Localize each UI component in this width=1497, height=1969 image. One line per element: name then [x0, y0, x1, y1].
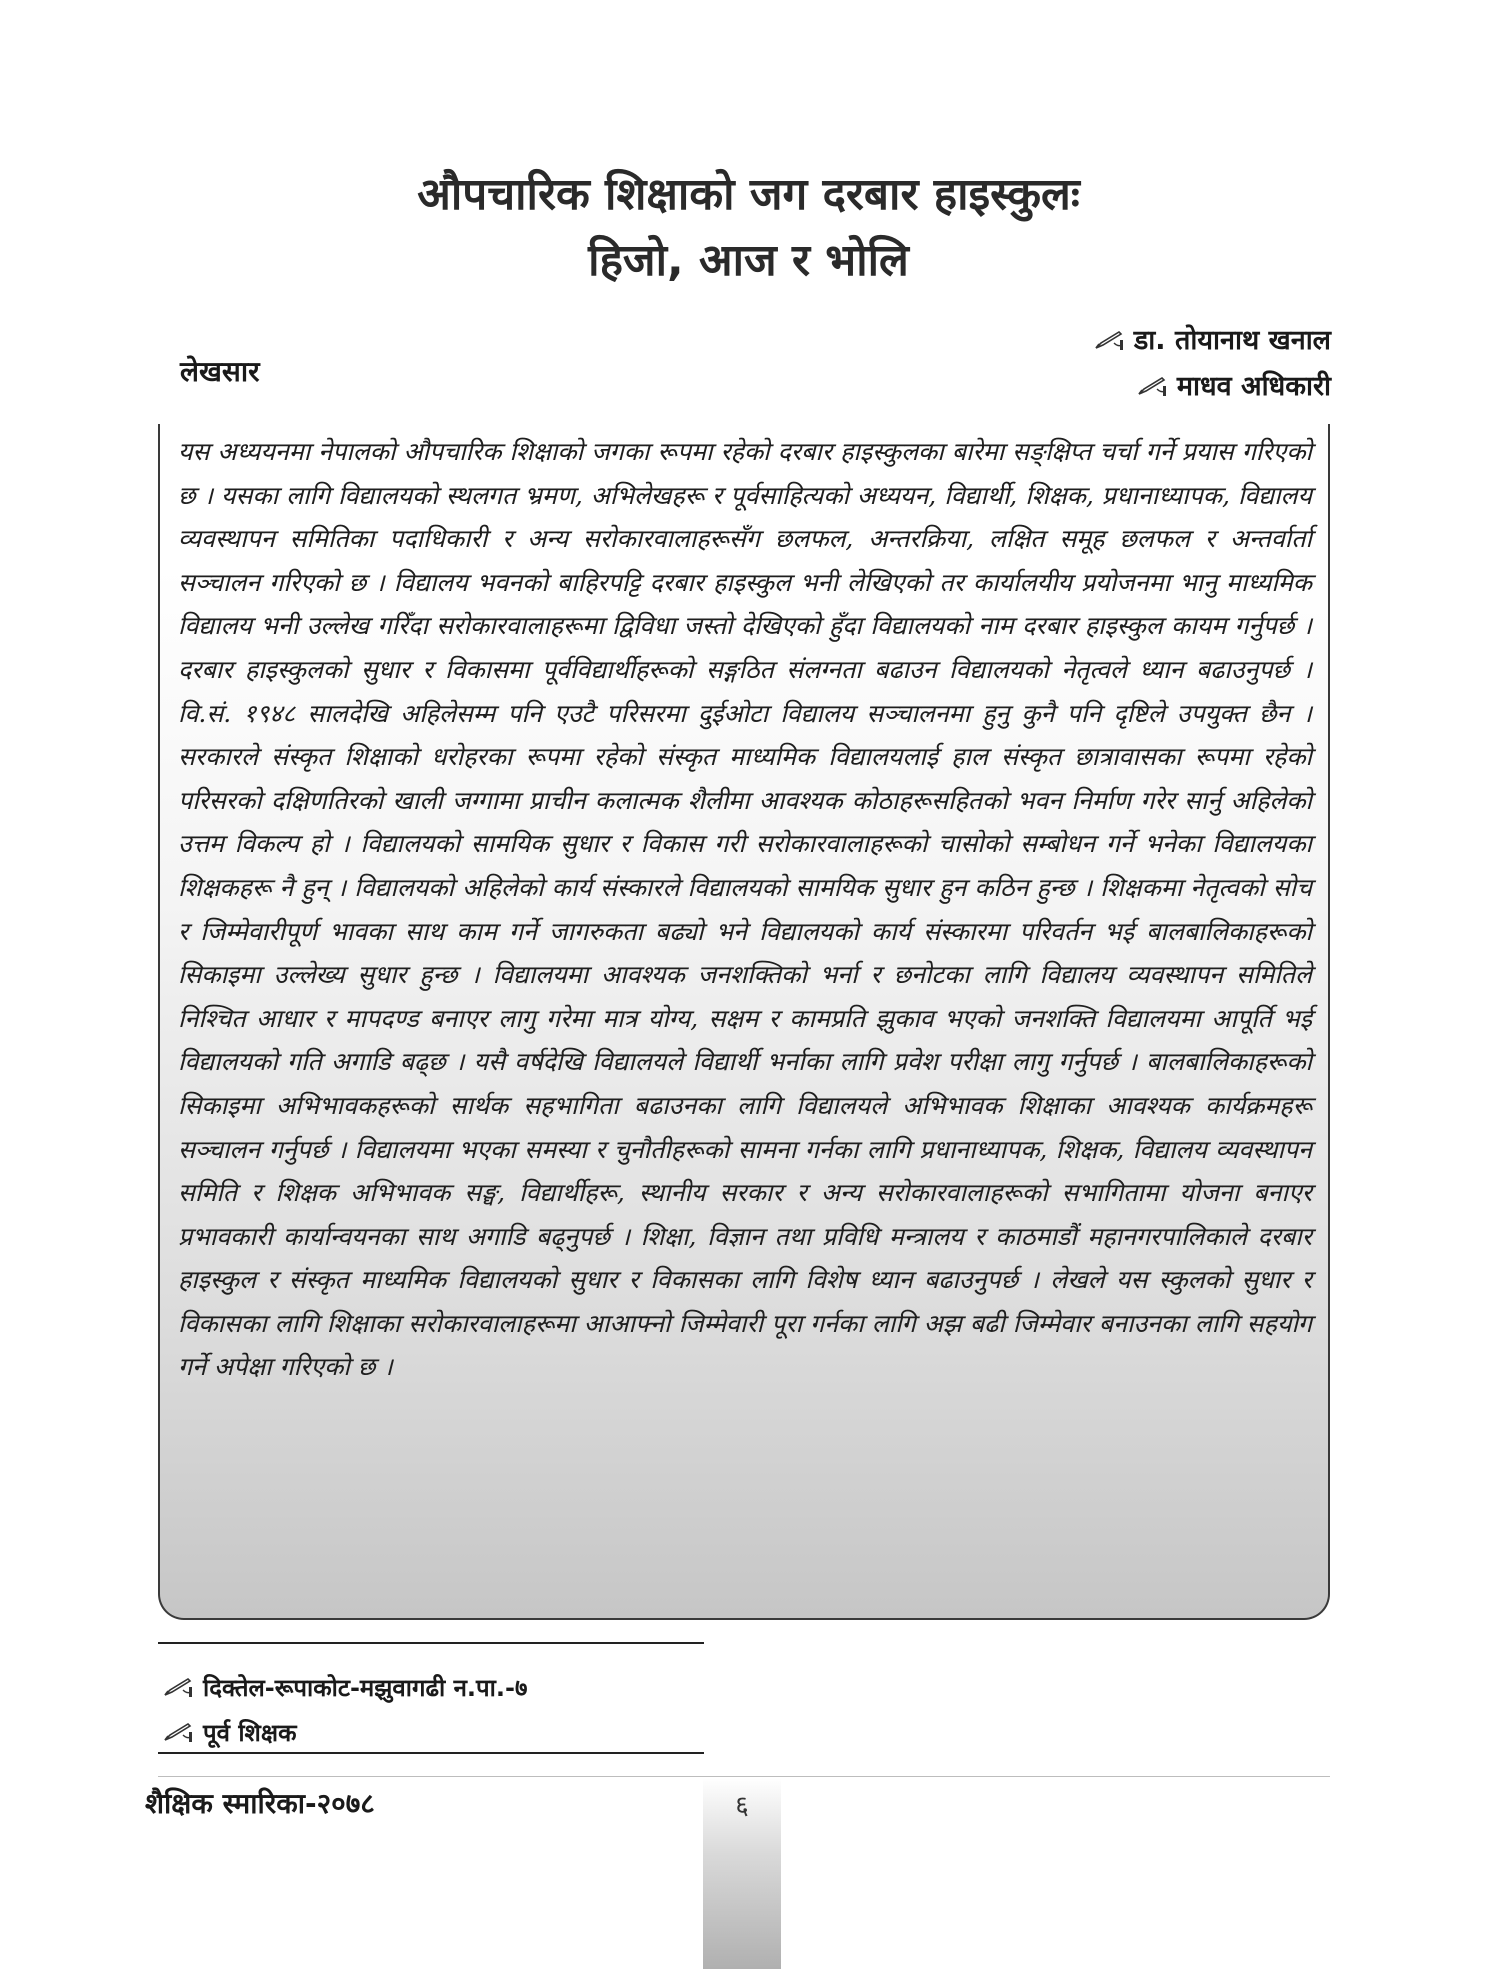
footer-divider	[158, 1776, 1330, 1777]
pen-icon	[1137, 377, 1167, 397]
author-name: माधव अधिकारी	[1176, 371, 1331, 402]
footnote-divider-top	[158, 1642, 704, 1644]
footnote-2	[163, 1711, 527, 1756]
title-line-2: हिजो, आज र भोलि	[588, 235, 909, 286]
abstract-heading: लेखसार	[180, 355, 260, 388]
footnote-text: दिक्तेल-रूपाकोट-मझुवागढी न.पा.-७	[203, 1674, 528, 1702]
author-name: डा. तोयानाथ खनाल	[1133, 325, 1331, 356]
author-1	[1094, 318, 1331, 364]
publication-name: शैक्षिक स्मारिका-२०७८	[145, 1787, 375, 1820]
title-line-1: औपचारिक शिक्षाको जग दरबार हाइस्कुलः	[417, 169, 1080, 220]
page-number: ६	[735, 1791, 749, 1821]
author-list	[1094, 318, 1331, 410]
article-title	[0, 162, 1497, 294]
footnote-text: पूर्व शिक्षक	[203, 1719, 297, 1747]
pen-icon	[163, 1678, 193, 1698]
author-2	[1094, 364, 1331, 410]
abstract-text: यस अध्ययनमा नेपालको औपचारिक शिक्षाको जगका रूपमा रहेको दरबार हाइस्कुलका बारेमा सङ्क्षिप्त चर्चा गर्ने प्रयास गरिएको छ । यसका लागि विद्यालयको स्थलगत भ्रमण, अभिलेखहरू र पूर्वसाहित्यको अध्ययन, विद्यार्थी, शिक्षक, प्रधानाध्यापक, विद्यालय व्यवस्थापन समितिका पदाधिकारी र अन्य सरोकारवालाहरूसँग छलफल, अन्तरक्रिया, लक्षित समूह छलफल र अन्तर्वार्ता सञ्चालन गरिएको छ । विद्यालय भवनको बाहिरपट्टि दरबार हाइस्कुल भनी लेखिएको तर कार्यालयीय प्रयोजनमा भानु माध्यमिक विद्यालय भनी उल्लेख गरिँदा सरोकारवालाहरूमा द्विविधा जस्तो देखिएको हुँदा विद्यालयको नाम दरबार हाइस्कुल कायम गर्नुपर्छ । दरबार हाइस्कुलको सुधार र विकासमा पूर्वविद्यार्थीहरूको सङ्गठित संलग्नता बढाउन विद्यालयको नेतृत्वले ध्यान बढाउनुपर्छ । वि.सं. १९४८ सालदेखि अहिलेसम्म पनि एउटै परिसरमा दुईओटा विद्यालय सञ्चालनमा हुनु कुनै पनि दृष्टिले उपयुक्त छैन । सरकारले संस्कृत शिक्षाको धरोहरका रूपमा रहेको संस्कृत माध्यमिक विद्यालयलाई हाल संस्कृत छात्रावासका रूपमा रहेको परिसरको दक्षिणतिरको खाली जग्गामा प्राचीन कलात्मक शैलीमा आवश्यक कोठाहरूसहितको भवन निर्माण गरेर सार्नु अहिलेको उत्तम विकल्प हो । विद्यालयको सामयिक सुधार र विकास गरी सरोकारवालाहरूको चासोको सम्बोधन गर्ने भनेका विद्यालयका शिक्षकहरू नै हुन् । विद्यालयको अहिलेको कार्य संस्कारले विद्यालयको सामयिक सुधार हुन कठिन हुन्छ । शिक्षकमा नेतृत्वको सोच र जिम्मेवारीपूर्ण भावका साथ काम गर्ने जागरुकता बढ्यो भने विद्यालयको कार्य संस्कारमा परिवर्तन भई बालबालिकाहरूको सिकाइमा उल्लेख्य सुधार हुन्छ । विद्यालयमा आवश्यक जनशक्तिको भर्ना र छनोटका लागि विद्यालय व्यवस्थापन समितिले निश्चित आधार र मापदण्ड बनाएर लागु गरेमा मात्र योग्य, सक्षम र कामप्रति झुकाव भएको जनशक्ति विद्यालयमा आपूर्ति भई विद्यालयको गति अगाडि बढ्छ । यसै वर्षदेखि विद्यालयले विद्यार्थी भर्नाका लागि प्रवेश परीक्षा लागु गर्नुपर्छ । बालबालिकाहरूको सिकाइमा अभिभावकहरूको सार्थक सहभागिता बढाउनका लागि विद्यालयले अभिभावक शिक्षाका आवश्यक कार्यक्रमहरू सञ्चालन गर्नुपर्छ । विद्यालयमा भएका समस्या र चुनौतीहरूको सामना गर्नका लागि प्रधानाध्यापक, शिक्षक, विद्यालय व्यवस्थापन समिति र शिक्षक अभिभावक सङ्घ, विद्यार्थीहरू, स्थानीय सरकार र अन्य सरोकारवालाहरूको सभागितामा योजना बनाएर प्रभावकारी कार्यान्वयनका साथ अगाडि बढ्नुपर्छ । शिक्षा, विज्ञान तथा प्रविधि मन्त्रालय र काठमाडौं महानगरपालिकाले दरबार हाइस्कुल र संस्कृत माध्यमिक विद्यालयको सुधार र विकासका लागि विशेष ध्यान बढाउनुपर्छ । लेखले यस स्कुलको सुधार र विकासका लागि शिक्षाका सरोकारवालाहरूमा आआफ्नो जिम्मेवारी पूरा गर्नका लागि अझ बढी जिम्मेवार बनाउनका लागि सहयोग गर्ने अपेक्षा गरिएको छ ।	[178, 437, 1312, 1382]
pen-icon	[163, 1723, 193, 1743]
pen-icon	[1094, 331, 1124, 351]
footnote-1	[163, 1666, 527, 1711]
footnote-divider-bottom	[158, 1752, 704, 1754]
footnote-list	[163, 1666, 527, 1756]
